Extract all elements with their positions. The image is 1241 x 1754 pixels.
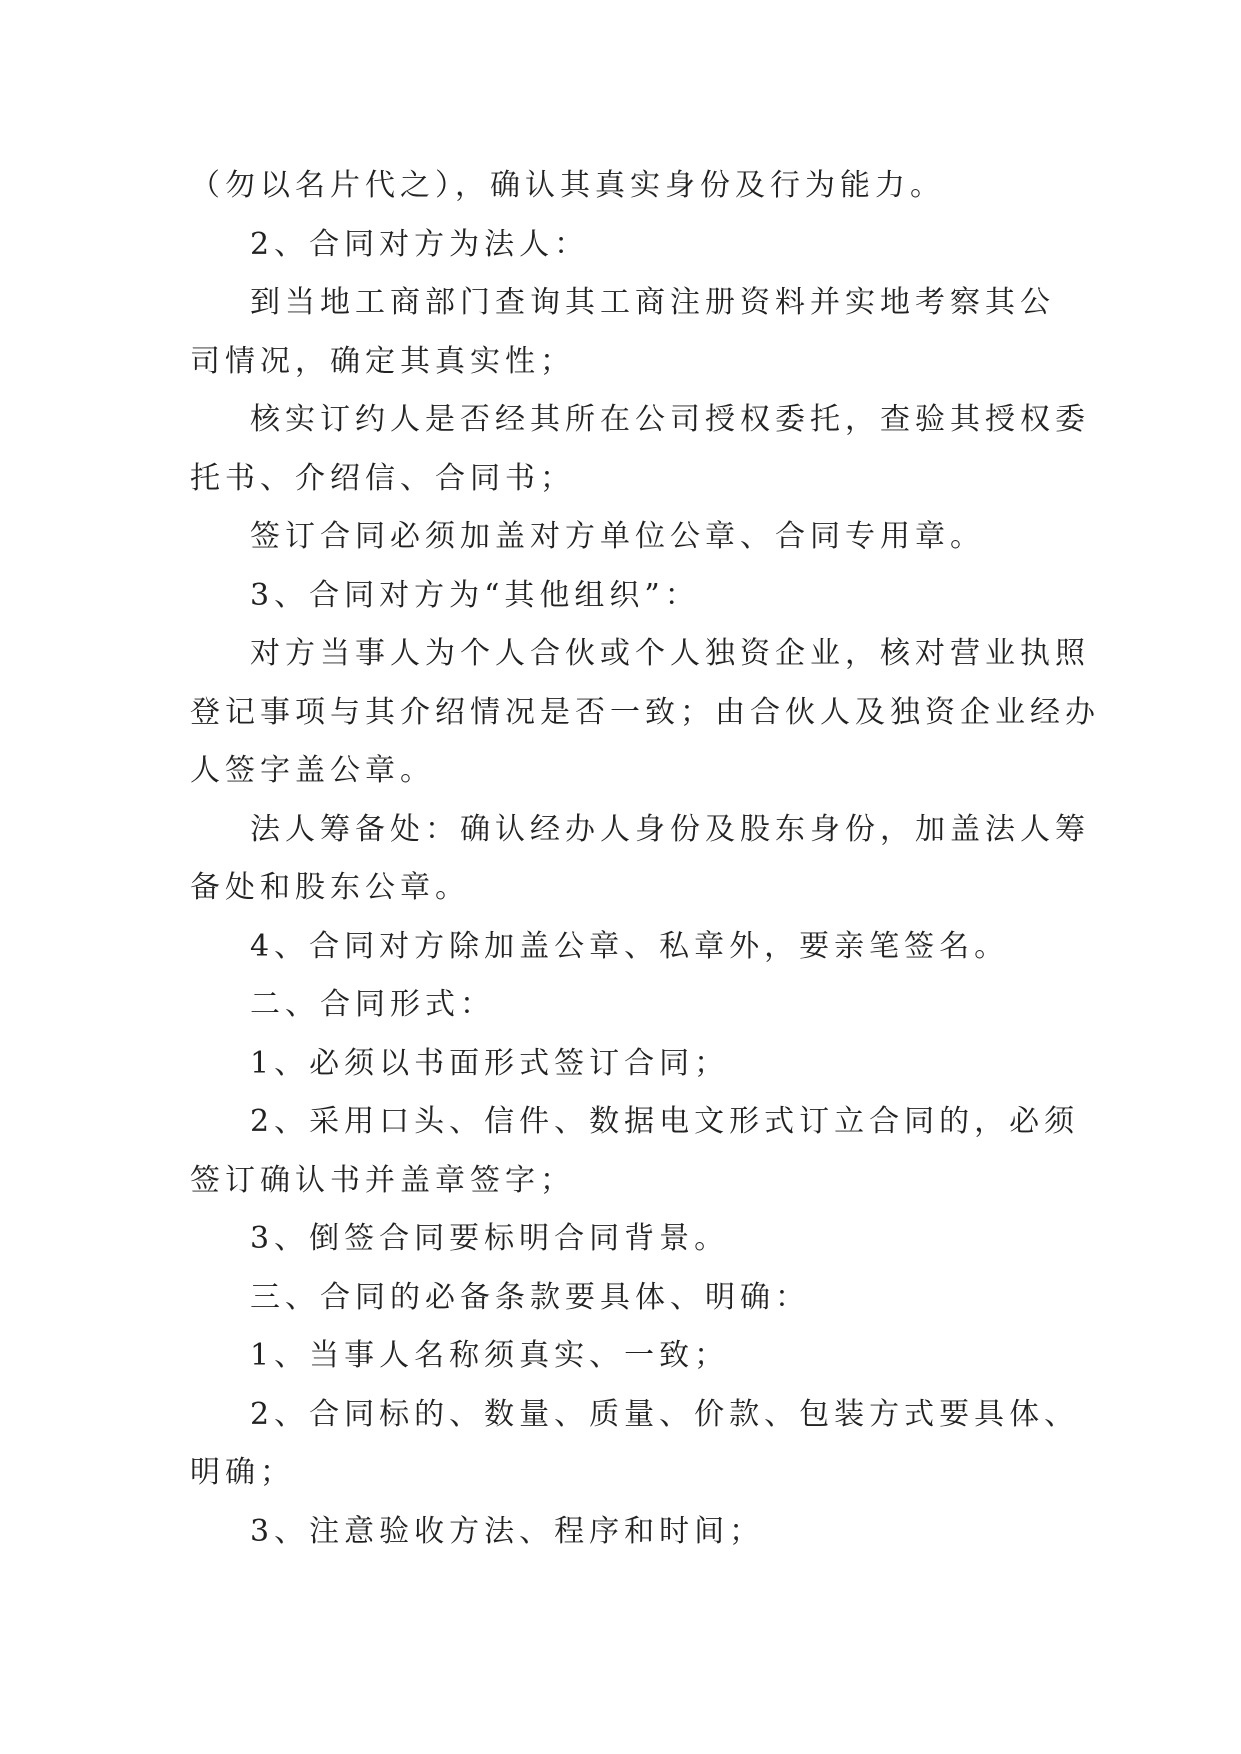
text-line: 1、当事人名称须真实、一致；	[250, 1338, 730, 1373]
text-line: 托书、介绍信、合同书；	[190, 460, 575, 496]
section-heading: 三、合同的必备条款要具体、明确：	[250, 1279, 810, 1315]
text-line: 人签字盖公章。	[190, 753, 435, 788]
text-line: 司情况，确定其真实性；	[190, 343, 575, 379]
text-line: 到当地工商部门查询其工商注册资料并实地考察其公	[250, 285, 1055, 320]
text-line: （勿以名片代之），确认其真实身份及行为能力。	[190, 168, 945, 203]
text-line: 签订确认书并盖章签字；	[190, 1162, 575, 1198]
section-heading: 二、合同形式：	[250, 987, 495, 1022]
text-line: 法人筹备处：确认经办人身份及股东身份，加盖法人筹	[250, 811, 1090, 847]
text-line: 2、合同标的、数量、质量、价款、包装方式要具体、	[250, 1396, 1080, 1432]
text-line: 明确；	[190, 1455, 295, 1490]
text-line: 签订合同必须加盖对方单位公章、合同专用章。	[250, 519, 985, 554]
text-line: 3、注意验收方法、程序和时间；	[250, 1513, 765, 1549]
text-line: 3、合同对方为“其他组织”：	[250, 577, 700, 613]
text-line: 1、必须以书面形式签订合同；	[250, 1045, 730, 1081]
text-line: 备处和股东公章。	[190, 870, 470, 905]
text-line: 登记事项与其介绍情况是否一致；由合伙人及独资企业经办	[190, 694, 1100, 730]
text-line: 4、合同对方除加盖公章、私章外，要亲笔签名。	[250, 928, 1010, 964]
text-line: 3、倒签合同要标明合同背景。	[250, 1221, 730, 1256]
text-line: 2、采用口头、信件、数据电文形式订立合同的，必须	[250, 1104, 1080, 1139]
text-line: 对方当事人为个人合伙或个人独资企业，核对营业执照	[250, 636, 1090, 671]
text-line: 2、合同对方为法人：	[250, 226, 590, 262]
text-line: 核实订约人是否经其所在公司授权委托，查验其授权委	[250, 402, 1090, 437]
document-body	[190, 157, 1100, 1561]
